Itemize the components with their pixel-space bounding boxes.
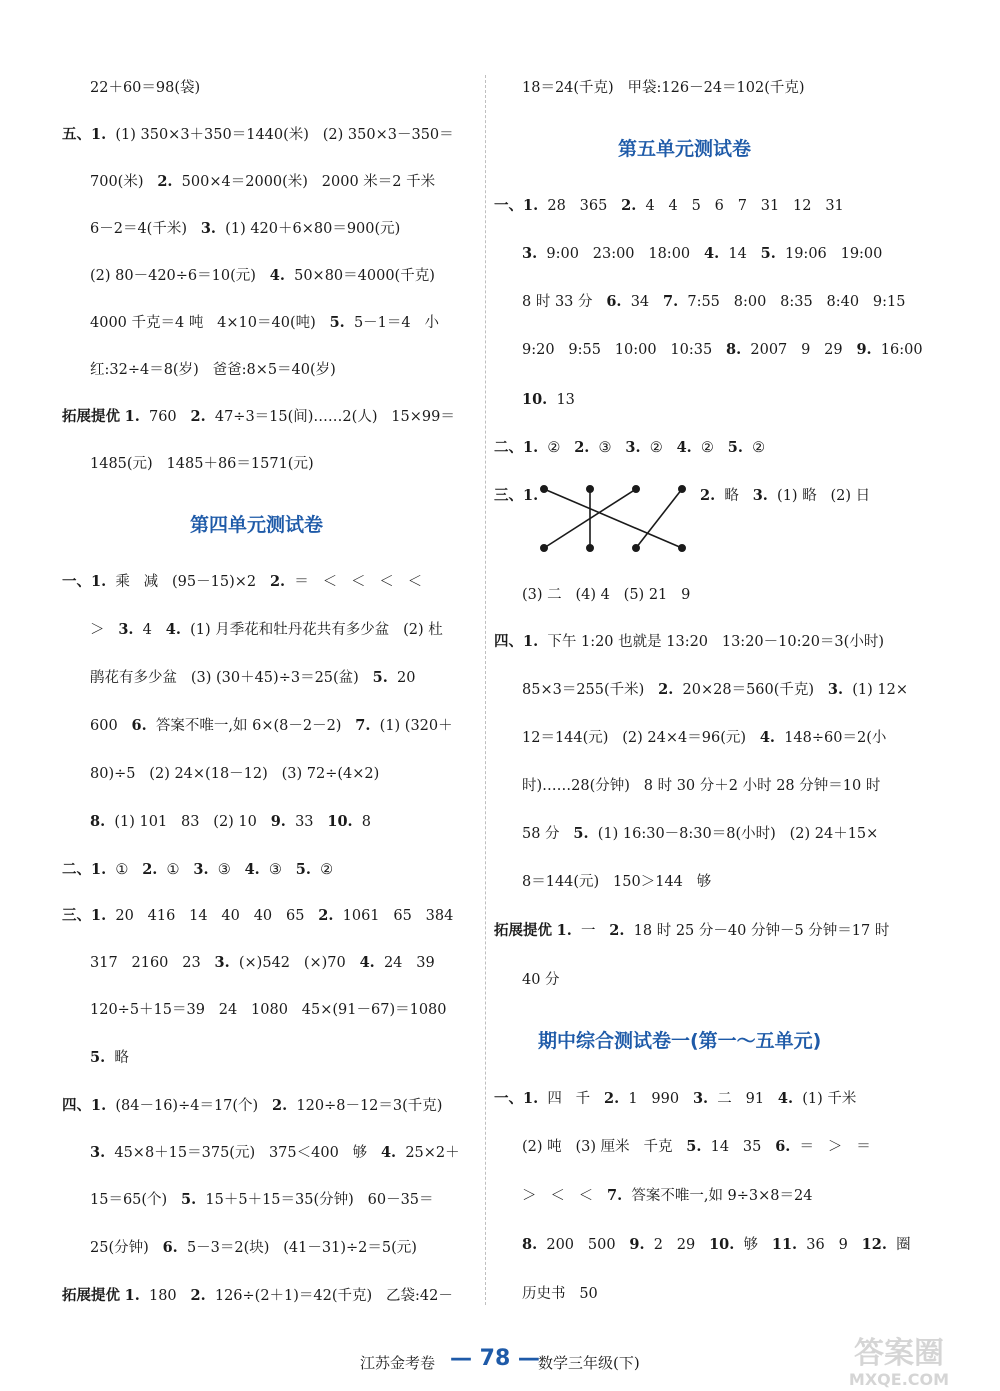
answer-text: (1) 千米 xyxy=(793,1091,857,1107)
question-number: 3. xyxy=(522,245,538,262)
answer-text: 4 4 5 6 7 31 12 31 xyxy=(636,198,844,214)
question-number: 3. xyxy=(90,1144,106,1161)
answer-text: (1) 月季花和牡丹花共有多少盆 (2) 杜 xyxy=(180,622,443,638)
answer-text: 85×3＝255(千米) xyxy=(522,682,659,698)
answer-text: 5－1＝4 小 xyxy=(344,315,439,331)
question-number: 一、1. xyxy=(494,1090,539,1107)
answer-text: (2) 吨 (3) 厘米 千克 xyxy=(522,1139,687,1155)
left-answer-line xyxy=(90,360,336,380)
question-number: 一、1. xyxy=(494,197,539,214)
answer-text: 4000 千克＝4 吨 4×10＝40(吨) xyxy=(90,315,330,331)
question-number: 3. xyxy=(692,1090,709,1107)
question-number: 6. xyxy=(162,1239,178,1256)
right-answer-line xyxy=(522,292,905,312)
answer-text: (1) 16:30－8:30＝8(小时) (2) 24＋15× xyxy=(588,826,879,842)
answer-text: 9:00 23:00 18:00 xyxy=(537,246,704,262)
answer-text: 58 分 xyxy=(522,826,574,842)
question-number: 5. xyxy=(295,861,311,878)
question-number: 5. xyxy=(329,314,345,331)
answer-text: 7:55 8:00 8:35 8:40 9:15 xyxy=(678,294,906,310)
answer-text: 1 990 xyxy=(619,1091,693,1107)
answer-text: (1) 420＋6×80＝900(元) xyxy=(215,221,401,237)
answer-text: 20 416 14 40 40 65 xyxy=(106,908,319,924)
answer-text: ＞ ＜ ＜ xyxy=(522,1188,607,1204)
question-number: 8. xyxy=(522,1236,538,1253)
left-answer-line xyxy=(90,1000,447,1020)
answer-text: 时)……28(分钟) 8 时 30 分＋2 小时 28 分钟＝10 时 xyxy=(522,778,881,794)
question-number: 4. xyxy=(244,861,260,878)
right-answer-line xyxy=(522,244,882,264)
right-answer-line xyxy=(494,632,884,652)
right-answer-line xyxy=(522,585,690,605)
answer-text: 600 xyxy=(90,718,132,734)
left-answer-line xyxy=(90,313,439,333)
answer-text: 8 时 33 分 xyxy=(522,294,607,310)
left-answer-line xyxy=(62,407,455,427)
question-number: 1. xyxy=(556,922,572,939)
svg-text:答案圈: 答案圈 xyxy=(854,1336,944,1371)
answer-text: ② xyxy=(310,862,334,878)
question-number: 二、1. xyxy=(494,439,539,456)
answer-text: (2) 80－420÷6＝10(元) xyxy=(90,268,270,284)
match-line xyxy=(544,489,682,548)
right-answer-line xyxy=(522,776,880,796)
question-number: 5. xyxy=(372,669,388,686)
answer-text: 15＝65(个) xyxy=(90,1192,182,1208)
question-number: 拓展提优 xyxy=(494,922,552,939)
question-number: 3. xyxy=(752,487,768,504)
answer-text: 40 分 xyxy=(522,972,560,988)
answer-text: 2007 9 29 xyxy=(741,342,857,358)
left-answer-line xyxy=(62,125,454,145)
question-number: 5. xyxy=(90,1049,106,1066)
question-number: 7. xyxy=(606,1187,623,1204)
answer-text: (84－16)÷4＝17(个) xyxy=(106,1098,273,1114)
question-number: 5. xyxy=(686,1138,702,1155)
answer-text: 18 时 25 分－40 分钟－5 分钟＝17 时 xyxy=(624,923,890,939)
match-line xyxy=(636,489,682,548)
right-answer-line xyxy=(522,728,886,748)
right-answer-line xyxy=(522,390,575,410)
left-answer-line xyxy=(90,953,435,973)
answer-text: 15＋5＋15＝35(分钟) 60－35＝ xyxy=(196,1192,434,1208)
answer-text: 50×80＝4000(千克) xyxy=(284,268,435,284)
question-number: 4. xyxy=(777,1090,794,1107)
answer-text: 13 xyxy=(547,392,575,408)
left-answer-line xyxy=(90,1143,460,1163)
footer-subject: 数学三年级(下) xyxy=(538,1354,640,1372)
answer-text: 317 2160 23 xyxy=(90,955,215,971)
answer-text: (3) 二 (4) 4 (5) 21 9 xyxy=(522,587,691,603)
answer-text: 20×28＝560(千克) xyxy=(673,682,828,698)
question-number: 2. xyxy=(700,487,716,504)
answer-text: 2 29 xyxy=(644,1237,710,1253)
matching-diagram xyxy=(530,482,700,562)
right-answer-line xyxy=(522,824,878,844)
question-number: 五、1. xyxy=(62,126,107,143)
answer-text: ＝ ＞ ＝ xyxy=(790,1139,871,1155)
left-answer-line xyxy=(90,1238,417,1258)
page-number: — 78 — xyxy=(450,1346,540,1371)
question-number: 2. xyxy=(272,1097,288,1114)
question-number: 3. xyxy=(827,681,844,698)
left-answer-line xyxy=(90,1190,434,1210)
left-answer-line xyxy=(90,1048,129,1068)
answer-text: 33 xyxy=(285,814,328,830)
match-dot xyxy=(587,545,593,551)
answer-text: 200 500 xyxy=(537,1237,630,1253)
section-title-midterm: 期中综合测试卷一(第一～五单元) xyxy=(538,1030,822,1052)
left-answer-line xyxy=(90,716,453,736)
answer-text: ② xyxy=(691,440,728,456)
answer-text: 700(米) xyxy=(90,174,158,190)
question-number: 7. xyxy=(355,717,371,734)
question-number: 4. xyxy=(269,267,285,284)
answer-text: ＞ xyxy=(90,622,119,638)
answer-text: 16:00 xyxy=(871,342,923,358)
answer-text: 25×2＋ xyxy=(396,1145,460,1161)
answer-text: 一 xyxy=(571,923,610,939)
answer-text: 22＋60＝98(袋) xyxy=(90,80,201,96)
answer-text: ② xyxy=(742,440,766,456)
answer-text: ② xyxy=(640,440,677,456)
answer-text: 8 xyxy=(352,814,372,830)
question-number: 四、1. xyxy=(62,1097,107,1114)
question-number: 4. xyxy=(703,245,720,262)
answer-text: 14 xyxy=(719,246,761,262)
question-number: 6. xyxy=(131,717,147,734)
left-answer-line xyxy=(62,1096,442,1116)
right-answer-line xyxy=(522,340,923,360)
answer-text: (1) 略 (2) 日 xyxy=(767,488,871,504)
left-answer-line xyxy=(90,219,400,239)
question-number: 9. xyxy=(856,341,872,358)
answer-text: 12＝144(元) (2) 24×4＝96(元) xyxy=(522,730,760,746)
left-answer-line xyxy=(62,906,453,926)
answer-text: 红:32÷4＝8(岁) 爸爸:8×5＝40(岁) xyxy=(90,362,336,378)
left-answer-line xyxy=(90,454,314,474)
answer-text: 二 91 xyxy=(708,1091,778,1107)
answer-text: 1485(元) 1485＋86＝1571(元) xyxy=(90,456,314,472)
question-number: 1. xyxy=(124,1287,140,1304)
question-number: 5. xyxy=(760,245,776,262)
answer-text: 20 xyxy=(387,670,416,686)
right-answer-line xyxy=(522,1284,598,1304)
right-answer-line xyxy=(522,78,805,98)
answer-text: 18＝24(千克) 甲袋:126－24＝102(千克) xyxy=(522,80,805,96)
match-dot xyxy=(541,486,547,492)
right-answer-line xyxy=(522,680,908,700)
left-answer-line xyxy=(62,1286,453,1306)
answer-text: 24 39 xyxy=(374,955,435,971)
answer-text: 500×4＝2000(米) 2000 米＝2 千米 xyxy=(172,174,436,190)
answer-text: (1) 12× xyxy=(843,682,908,698)
question-number: 2. xyxy=(658,681,674,698)
answer-text: 80)÷5 (2) 24×(18－12) (3) 72÷(4×2) xyxy=(90,766,380,782)
match-dot xyxy=(587,486,593,492)
right-answer-line xyxy=(522,1137,871,1157)
question-number: 2. xyxy=(269,573,286,590)
left-answer-line xyxy=(90,764,379,784)
question-number: 2. xyxy=(318,907,334,924)
question-number: 2. xyxy=(190,408,206,425)
answer-text: 6－2＝4(千米) xyxy=(90,221,201,237)
answer-text: 乘 减 (95－15)×2 xyxy=(106,574,270,590)
left-answer-line xyxy=(62,860,333,880)
svg-text:MXQE.COM: MXQE.COM xyxy=(848,1370,950,1389)
question-number: 5. xyxy=(727,439,743,456)
section-title-unit4: 第四单元测试卷 xyxy=(190,514,324,536)
question-number: 6. xyxy=(606,293,622,310)
answer-text: ② xyxy=(538,440,575,456)
question-number: 三、1. xyxy=(62,907,107,924)
answer-text: 5－3＝2(块) (41－31)÷2＝5(元) xyxy=(177,1240,417,1256)
answer-text: ③ xyxy=(589,440,626,456)
question-number: 4. xyxy=(165,621,181,638)
question-number: 1. xyxy=(124,408,140,425)
answer-text: 28 365 xyxy=(538,198,622,214)
question-number: 2. xyxy=(621,197,637,214)
answer-text: 36 9 xyxy=(797,1237,862,1253)
right-answer-line xyxy=(494,196,844,216)
right-answer-line xyxy=(522,1235,911,1255)
answer-text: ① xyxy=(157,862,194,878)
answer-text: 9:20 9:55 10:00 10:35 xyxy=(522,342,727,358)
question-number: 2. xyxy=(142,861,158,878)
answer-text: 47÷3＝15(间)……2(人) 15×99＝ xyxy=(205,409,455,425)
answer-text: 够 xyxy=(734,1237,772,1253)
question-number: 拓展提优 xyxy=(62,1287,120,1304)
right-answer-line xyxy=(522,872,711,892)
answer-text: 120÷5＋15＝39 24 1080 45×(91－67)＝1080 xyxy=(90,1002,447,1018)
answer-text: 答案不唯一,如 6×(8－2－2) xyxy=(146,718,356,734)
question-number: 3. xyxy=(193,861,209,878)
question-number: 四、1. xyxy=(494,633,539,650)
question-number: 10. xyxy=(522,391,548,408)
answer-text: (1) 350×3＋350＝1440(米) (2) 350×3－350＝ xyxy=(106,127,454,143)
answer-text: 四 千 xyxy=(538,1091,605,1107)
question-number: 3. xyxy=(214,954,230,971)
question-number: 4. xyxy=(676,439,692,456)
question-number: 4. xyxy=(359,954,375,971)
answer-text: 120÷8－12＝3(千克) xyxy=(287,1098,443,1114)
answer-text: ③ xyxy=(208,862,245,878)
answer-text: 14 35 xyxy=(701,1139,776,1155)
answer-text: 19:06 19:00 xyxy=(775,246,883,262)
section-title-unit5: 第五单元测试卷 xyxy=(618,138,752,160)
footer-book-title: 江苏金考卷 xyxy=(360,1354,436,1372)
match-dot xyxy=(679,545,685,551)
question-number: 6. xyxy=(775,1138,791,1155)
question-number: 2. xyxy=(604,1090,620,1107)
answer-text: 4 xyxy=(133,622,166,638)
left-answer-line xyxy=(90,172,435,192)
answer-text: 148÷60＝2(小 xyxy=(774,730,887,746)
question-number: 9. xyxy=(629,1236,645,1253)
question-number: 4. xyxy=(759,729,775,746)
match-dot xyxy=(633,545,639,551)
question-number: 2. xyxy=(609,922,625,939)
answer-text: 答案不唯一,如 9÷3×8＝24 xyxy=(622,1188,813,1204)
question-number: 3. xyxy=(200,220,216,237)
left-answer-line xyxy=(90,78,200,98)
question-number: 拓展提优 xyxy=(62,408,120,425)
watermark-logo xyxy=(804,1331,994,1391)
question-number: 11. xyxy=(771,1236,798,1253)
right-answer-line xyxy=(494,438,765,458)
question-number: 4. xyxy=(380,1144,397,1161)
left-answer-line xyxy=(90,266,435,286)
question-number: 三、1. xyxy=(494,487,539,504)
answer-text: ③ xyxy=(259,862,296,878)
answer-text: 下午 1:20 也就是 13:20 13:20－10:20＝3(小时) xyxy=(538,634,884,650)
right-answer-line xyxy=(494,1089,856,1109)
question-number: 7. xyxy=(662,293,679,310)
column-divider xyxy=(485,75,486,1305)
answer-text: 1061 65 384 xyxy=(333,908,454,924)
answer-text: 圈 xyxy=(886,1237,911,1253)
question-number: 3. xyxy=(625,439,641,456)
right-answer-line xyxy=(700,486,870,506)
question-number: 5. xyxy=(573,825,589,842)
answer-text: 45×8＋15＝375(元) 375＜400 够 xyxy=(105,1145,381,1161)
question-number: 3. xyxy=(118,621,134,638)
answer-text: 鹃花有多少盆 (3) (30＋45)÷3＝25(盆) xyxy=(90,670,373,686)
question-number: 10. xyxy=(327,813,353,830)
question-number: 12. xyxy=(861,1236,887,1253)
left-answer-line xyxy=(90,668,415,688)
answer-text: 34 xyxy=(621,294,663,310)
right-answer-line xyxy=(522,970,560,990)
answer-text: 略 xyxy=(715,488,753,504)
question-number: 二、1. xyxy=(62,861,107,878)
match-dot xyxy=(633,486,639,492)
answer-text: 760 xyxy=(139,409,191,425)
question-number: 一、1. xyxy=(62,573,107,590)
answer-text: ＝ ＜ ＜ ＜ ＜ xyxy=(285,574,423,590)
answer-text: 180 xyxy=(139,1288,191,1304)
question-number: 2. xyxy=(157,173,173,190)
question-number: 10. xyxy=(709,1236,735,1253)
answer-text: 126÷(2＋1)＝42(千克) 乙袋:42－ xyxy=(205,1288,453,1304)
left-answer-line xyxy=(90,620,443,640)
answer-text: (1) (320＋ xyxy=(370,718,453,734)
answer-text: (×)542 (×)70 xyxy=(229,955,360,971)
question-number: 8. xyxy=(726,341,742,358)
question-number: 2. xyxy=(190,1287,206,1304)
match-dot xyxy=(541,545,547,551)
match-dot xyxy=(679,486,685,492)
question-number: 9. xyxy=(270,813,286,830)
answer-text: (1) 101 83 (2) 10 xyxy=(105,814,271,830)
answer-text: 25(分钟) xyxy=(90,1240,163,1256)
left-answer-line xyxy=(90,812,371,832)
question-number: 5. xyxy=(181,1191,197,1208)
left-answer-line xyxy=(62,572,422,592)
answer-text: 历史书 50 xyxy=(522,1286,598,1302)
question-number: 8. xyxy=(90,813,106,830)
answer-text: 略 xyxy=(105,1050,129,1066)
question-number: 2. xyxy=(574,439,590,456)
right-answer-line xyxy=(522,1186,813,1206)
answer-text: ① xyxy=(106,862,143,878)
right-answer-line xyxy=(494,921,889,941)
answer-text: 8＝144(元) 150＞144 够 xyxy=(522,874,712,890)
